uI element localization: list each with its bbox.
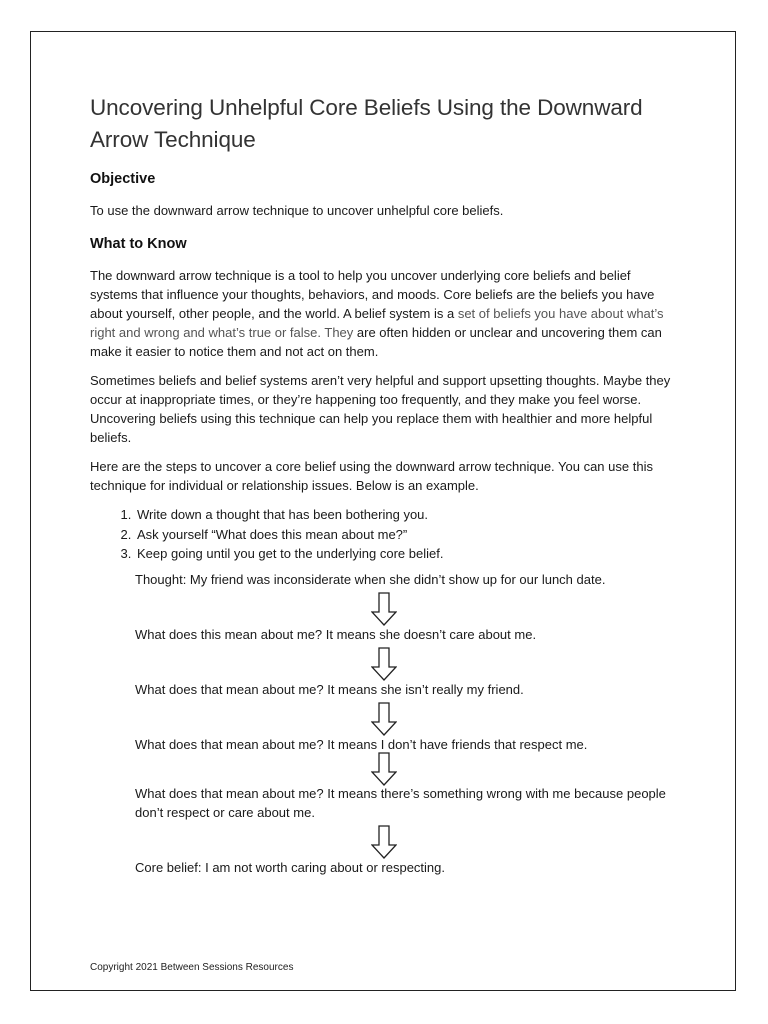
example-question-2: What does that mean about me? It means she isn’t really my friend. bbox=[135, 681, 524, 697]
step-item: 1. Write down a thought that has been bothering you. bbox=[135, 505, 680, 525]
downward-arrow-example bbox=[135, 570, 695, 877]
page-title: Uncovering Unhelpful Core Beliefs Using the Downward Arrow Technique bbox=[90, 95, 643, 152]
steps-list bbox=[90, 505, 680, 564]
example-question-4: What does that mean about me? It means there’s something wrong with me because people don’t respect or care about me. bbox=[135, 785, 666, 820]
down-arrow-5 bbox=[135, 822, 695, 858]
step-item: 2. Ask yourself “What does this mean about me?” bbox=[135, 525, 680, 545]
example-thought: Thought: My friend was inconsiderate when she didn’t show up for our lunch date. bbox=[135, 571, 606, 587]
down-arrow-icon bbox=[371, 752, 397, 786]
down-arrow-3 bbox=[135, 699, 695, 735]
document-content bbox=[90, 92, 680, 877]
objective-text: To use the downward arrow technique to uncover unhelpful core beliefs. bbox=[90, 203, 504, 218]
example-question-1: What does this mean about me? It means she doesn’t care about me. bbox=[135, 626, 537, 642]
what-to-know-paragraph-2: Sometimes beliefs and belief systems aren’t very helpful and support upsetting thoughts. Maybe they occur at inappropriate times, or they’re happening too frequently, and they make you feel worse. Uncovering beliefs using this technique can help you replace them with healthier and more helpful beliefs. bbox=[90, 373, 671, 445]
example-core-belief: Core belief: I am not worth caring about or respecting. bbox=[135, 859, 445, 875]
down-arrow-icon bbox=[371, 702, 397, 736]
down-arrow-icon bbox=[371, 647, 397, 681]
down-arrow-icon bbox=[371, 592, 397, 626]
down-arrow-1 bbox=[135, 589, 695, 625]
p1-part-a: The downward arrow technique is a tool to help you uncover underlying core beliefs and belief systems that influence your thoughts, behaviors, and moods. Core beliefs are the beliefs you have about yourself, other people, and the world. A belief system is a bbox=[90, 268, 655, 321]
what-to-know-paragraph-3: Here are the steps to uncover a core belief using the downward arrow technique. You can use this technique for individual or relationship issues. Below is an example. bbox=[90, 459, 653, 493]
p1-part-c: are often hidden or unclear and uncovering them can make it easier to notice them and not act on them. bbox=[90, 325, 662, 359]
down-arrow-icon bbox=[371, 825, 397, 859]
down-arrow-2 bbox=[135, 644, 695, 680]
objective-heading: Objective bbox=[90, 171, 156, 187]
example-question-3: What does that mean about me? It means I don’t have friends that respect me. bbox=[135, 736, 588, 752]
down-arrow-4 bbox=[135, 754, 695, 784]
p1-part-b: set of beliefs you have about what’s right and wrong and what’s true or false. They bbox=[90, 306, 664, 340]
copyright-footer: Copyright 2021 Between Sessions Resources bbox=[90, 962, 294, 973]
step-item: 3. Keep going until you get to the underlying core belief. bbox=[135, 544, 680, 564]
what-to-know-heading: What to Know bbox=[90, 236, 187, 252]
what-to-know-paragraph-1 bbox=[90, 266, 680, 361]
